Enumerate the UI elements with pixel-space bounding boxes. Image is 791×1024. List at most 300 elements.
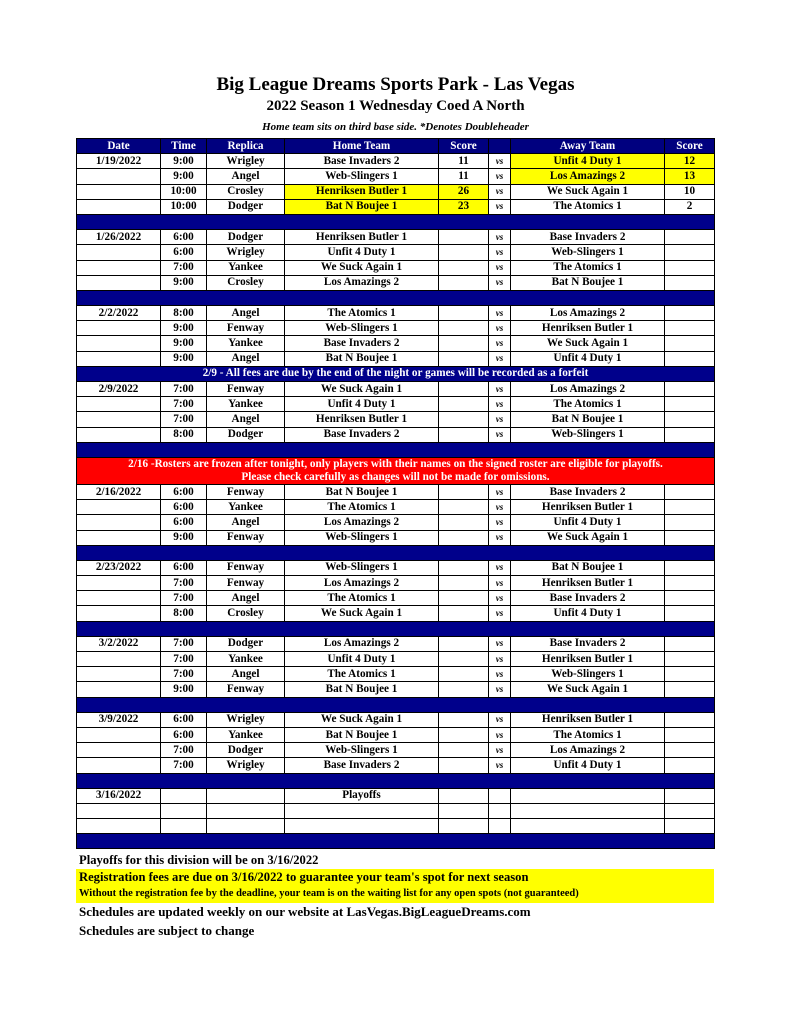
empty-cell [489, 803, 511, 818]
date-cell [77, 427, 161, 442]
home-score-cell [439, 712, 489, 727]
alert-row [77, 457, 715, 484]
date-cell [77, 336, 161, 351]
vs-cell: vs [489, 382, 511, 397]
date-cell [77, 321, 161, 336]
home-team-cell: Bat N Boujee 1 [285, 682, 439, 697]
date-cell [77, 667, 161, 682]
replica-cell: Fenway [207, 576, 285, 591]
replica-cell: Fenway [207, 321, 285, 336]
vs-cell: vs [489, 306, 511, 321]
vs-cell: vs [489, 351, 511, 366]
replica-cell: Wrigley [207, 245, 285, 260]
date-cell: 3/16/2022 [77, 788, 161, 803]
away-score-cell [665, 788, 715, 803]
replica-cell: Crosley [207, 606, 285, 621]
time-cell: 6:00 [161, 712, 207, 727]
replica-cell [207, 788, 285, 803]
time-cell: 7:00 [161, 397, 207, 412]
column-header: Replica [207, 139, 285, 154]
time-cell: 6:00 [161, 500, 207, 515]
column-header: Time [161, 139, 207, 154]
away-score-cell: 10 [665, 184, 715, 199]
change-note: Schedules are subject to change [79, 923, 255, 938]
away-team-cell: Unfit 4 Duty 1 [511, 351, 665, 366]
separator-row [77, 621, 715, 636]
away-score-cell [665, 500, 715, 515]
separator-cell [77, 773, 715, 788]
home-score-cell: 26 [439, 184, 489, 199]
vs-cell: vs [489, 260, 511, 275]
date-cell: 3/2/2022 [77, 636, 161, 651]
vs-cell: vs [489, 712, 511, 727]
date-cell [77, 652, 161, 667]
empty-cell [511, 803, 665, 818]
vs-cell: vs [489, 184, 511, 199]
away-team-cell: Web-Slingers 1 [511, 427, 665, 442]
table-row [77, 336, 715, 351]
table-row [77, 560, 715, 575]
time-cell: 7:00 [161, 652, 207, 667]
empty-cell [511, 819, 665, 834]
date-cell [77, 245, 161, 260]
empty-cell [665, 819, 715, 834]
vs-cell: vs [489, 154, 511, 169]
away-team-cell: We Suck Again 1 [511, 530, 665, 545]
replica-cell: Fenway [207, 484, 285, 499]
replica-cell: Wrigley [207, 154, 285, 169]
replica-cell: Angel [207, 412, 285, 427]
time-cell: 7:00 [161, 412, 207, 427]
replica-cell: Dodger [207, 199, 285, 214]
away-team-cell [511, 788, 665, 803]
vs-cell: vs [489, 530, 511, 545]
home-score-cell [439, 727, 489, 742]
time-cell: 9:00 [161, 275, 207, 290]
away-score-cell [665, 560, 715, 575]
away-team-cell: Base Invaders 2 [511, 636, 665, 651]
vs-cell: vs [489, 169, 511, 184]
time-cell: 6:00 [161, 484, 207, 499]
home-score-cell [439, 576, 489, 591]
date-cell: 2/2/2022 [77, 306, 161, 321]
vs-cell: vs [489, 412, 511, 427]
home-team-cell: Unfit 4 Duty 1 [285, 245, 439, 260]
empty-cell [489, 819, 511, 834]
away-score-cell: 2 [665, 199, 715, 214]
home-team-cell: We Suck Again 1 [285, 382, 439, 397]
separator-cell [77, 834, 715, 849]
table-row [77, 427, 715, 442]
empty-cell [161, 803, 207, 818]
vs-cell: vs [489, 321, 511, 336]
replica-cell: Dodger [207, 743, 285, 758]
away-team-cell: We Suck Again 1 [511, 336, 665, 351]
home-team-cell: Web-Slingers 1 [285, 169, 439, 184]
table-header-row [77, 139, 715, 154]
home-team-cell: Bat N Boujee 1 [285, 199, 439, 214]
away-team-cell: The Atomics 1 [511, 397, 665, 412]
replica-cell: Crosley [207, 184, 285, 199]
home-team-cell: Los Amazings 2 [285, 275, 439, 290]
away-team-cell: Web-Slingers 1 [511, 245, 665, 260]
away-team-cell: Los Amazings 2 [511, 743, 665, 758]
away-score-cell [665, 397, 715, 412]
separator-row [77, 442, 715, 457]
away-team-cell: The Atomics 1 [511, 260, 665, 275]
home-score-cell [439, 560, 489, 575]
vs-cell: vs [489, 667, 511, 682]
table-row [77, 412, 715, 427]
time-cell: 10:00 [161, 199, 207, 214]
empty-cell [77, 803, 161, 818]
home-score-cell [439, 230, 489, 245]
home-team-cell: Web-Slingers 1 [285, 743, 439, 758]
away-score-cell [665, 382, 715, 397]
away-score-cell [665, 427, 715, 442]
separator-cell [77, 442, 715, 457]
home-score-cell [439, 682, 489, 697]
table-row [77, 667, 715, 682]
replica-cell: Dodger [207, 230, 285, 245]
replica-cell: Yankee [207, 260, 285, 275]
table-row [77, 530, 715, 545]
away-team-cell: Bat N Boujee 1 [511, 412, 665, 427]
vs-cell [489, 788, 511, 803]
vs-cell: vs [489, 230, 511, 245]
column-header: Away Team [511, 139, 665, 154]
home-team-cell: Web-Slingers 1 [285, 530, 439, 545]
empty-cell [439, 819, 489, 834]
separator-row [77, 545, 715, 560]
away-score-cell [665, 260, 715, 275]
vs-cell: vs [489, 427, 511, 442]
replica-cell: Fenway [207, 530, 285, 545]
home-team-cell: We Suck Again 1 [285, 260, 439, 275]
table-row [77, 727, 715, 742]
date-cell [77, 591, 161, 606]
table-row [77, 500, 715, 515]
time-cell: 9:00 [161, 682, 207, 697]
separator-cell [77, 545, 715, 560]
away-score-cell [665, 727, 715, 742]
table-row [77, 636, 715, 651]
vs-cell: vs [489, 606, 511, 621]
away-team-cell: Base Invaders 2 [511, 230, 665, 245]
separator-row [77, 834, 715, 849]
away-team-cell: Unfit 4 Duty 1 [511, 154, 665, 169]
home-team-cell: Playoffs [285, 788, 439, 803]
replica-cell: Fenway [207, 682, 285, 697]
date-cell [77, 682, 161, 697]
away-team-cell: The Atomics 1 [511, 727, 665, 742]
vs-cell: vs [489, 591, 511, 606]
date-cell: 2/16/2022 [77, 484, 161, 499]
away-score-cell [665, 306, 715, 321]
date-cell [77, 260, 161, 275]
vs-cell: vs [489, 636, 511, 651]
replica-cell: Angel [207, 169, 285, 184]
home-score-cell [439, 427, 489, 442]
away-team-cell: Bat N Boujee 1 [511, 560, 665, 575]
home-team-cell: The Atomics 1 [285, 500, 439, 515]
home-team-cell: Unfit 4 Duty 1 [285, 397, 439, 412]
time-cell: 8:00 [161, 606, 207, 621]
table-row [77, 306, 715, 321]
table-row [77, 591, 715, 606]
date-cell [77, 530, 161, 545]
away-score-cell [665, 591, 715, 606]
home-score-cell [439, 788, 489, 803]
table-row [77, 515, 715, 530]
home-score-cell [439, 530, 489, 545]
away-team-cell: Unfit 4 Duty 1 [511, 515, 665, 530]
table-row [77, 275, 715, 290]
time-cell: 7:00 [161, 382, 207, 397]
table-row [77, 397, 715, 412]
separator-cell [77, 621, 715, 636]
time-cell: 7:00 [161, 636, 207, 651]
separator-cell [77, 290, 715, 305]
column-header: Date [77, 139, 161, 154]
registration-note: Registration fees are due on 3/16/2022 to guarantee your team's spot for next season [79, 870, 529, 884]
time-cell: 9:00 [161, 321, 207, 336]
time-cell: 6:00 [161, 230, 207, 245]
playoff-row [77, 788, 715, 803]
time-cell [161, 788, 207, 803]
home-score-cell: 11 [439, 154, 489, 169]
home-team-cell: We Suck Again 1 [285, 712, 439, 727]
date-cell [77, 743, 161, 758]
home-team-cell: The Atomics 1 [285, 667, 439, 682]
away-team-cell: Unfit 4 Duty 1 [511, 758, 665, 773]
away-team-cell: Los Amazings 2 [511, 382, 665, 397]
home-team-cell: The Atomics 1 [285, 306, 439, 321]
away-score-cell [665, 515, 715, 530]
away-score-cell: 12 [665, 154, 715, 169]
notice-text: 2/9 - All fees are due by the end of the night or games will be recorded as a forfeit [77, 366, 715, 381]
column-header: Score [665, 139, 715, 154]
away-team-cell: Henriksen Butler 1 [511, 500, 665, 515]
time-cell: 9:00 [161, 169, 207, 184]
date-cell: 2/9/2022 [77, 382, 161, 397]
table-row [77, 245, 715, 260]
time-cell: 8:00 [161, 306, 207, 321]
home-team-cell: Web-Slingers 1 [285, 321, 439, 336]
home-team-cell: Los Amazings 2 [285, 515, 439, 530]
home-team-cell: Bat N Boujee 1 [285, 351, 439, 366]
empty-cell [439, 803, 489, 818]
home-score-cell [439, 652, 489, 667]
vs-cell: vs [489, 199, 511, 214]
away-team-cell: Los Amazings 2 [511, 306, 665, 321]
away-score-cell [665, 743, 715, 758]
schedule-table [76, 138, 715, 849]
date-cell [77, 351, 161, 366]
away-score-cell [665, 667, 715, 682]
vs-cell: vs [489, 515, 511, 530]
time-cell: 7:00 [161, 260, 207, 275]
table-row [77, 230, 715, 245]
home-team-cell: Web-Slingers 1 [285, 560, 439, 575]
time-cell: 6:00 [161, 245, 207, 260]
home-team-cell: We Suck Again 1 [285, 606, 439, 621]
date-cell [77, 727, 161, 742]
replica-cell: Fenway [207, 560, 285, 575]
replica-cell: Crosley [207, 275, 285, 290]
time-cell: 7:00 [161, 667, 207, 682]
replica-cell: Angel [207, 591, 285, 606]
date-cell [77, 758, 161, 773]
vs-cell: vs [489, 682, 511, 697]
home-score-cell [439, 351, 489, 366]
table-row [77, 712, 715, 727]
page-note: Home team sits on third base side. *Denotes Doubleheader [262, 121, 529, 133]
away-team-cell: We Suck Again 1 [511, 184, 665, 199]
page-subtitle: 2022 Season 1 Wednesday Coed A North [266, 98, 525, 114]
date-cell: 2/23/2022 [77, 560, 161, 575]
home-team-cell: Bat N Boujee 1 [285, 727, 439, 742]
vs-cell: vs [489, 743, 511, 758]
vs-cell: vs [489, 560, 511, 575]
table-row [77, 484, 715, 499]
home-score-cell [439, 758, 489, 773]
replica-cell: Yankee [207, 336, 285, 351]
away-score-cell [665, 351, 715, 366]
time-cell: 7:00 [161, 758, 207, 773]
home-team-cell: Base Invaders 2 [285, 758, 439, 773]
blank-row [77, 819, 715, 834]
away-score-cell [665, 275, 715, 290]
home-score-cell [439, 515, 489, 530]
vs-cell: vs [489, 397, 511, 412]
vs-cell: vs [489, 652, 511, 667]
away-score-cell [665, 758, 715, 773]
replica-cell: Yankee [207, 397, 285, 412]
away-team-cell: Base Invaders 2 [511, 591, 665, 606]
home-score-cell [439, 336, 489, 351]
vs-cell: vs [489, 484, 511, 499]
away-team-cell: Henriksen Butler 1 [511, 712, 665, 727]
away-score-cell [665, 412, 715, 427]
vs-cell: vs [489, 727, 511, 742]
date-cell [77, 576, 161, 591]
table-row [77, 758, 715, 773]
away-score-cell [665, 321, 715, 336]
column-header: Home Team [285, 139, 439, 154]
home-score-cell [439, 743, 489, 758]
away-team-cell: Los Amazings 2 [511, 169, 665, 184]
table-row [77, 184, 715, 199]
alert-cell [77, 457, 715, 484]
home-score-cell [439, 606, 489, 621]
home-team-cell: Unfit 4 Duty 1 [285, 652, 439, 667]
time-cell: 7:00 [161, 576, 207, 591]
home-score-cell [439, 412, 489, 427]
away-score-cell [665, 530, 715, 545]
away-team-cell: We Suck Again 1 [511, 682, 665, 697]
away-team-cell: Henriksen Butler 1 [511, 321, 665, 336]
empty-cell [665, 803, 715, 818]
date-cell [77, 412, 161, 427]
date-cell: 1/19/2022 [77, 154, 161, 169]
home-score-cell [439, 321, 489, 336]
empty-cell [207, 819, 285, 834]
time-cell: 7:00 [161, 743, 207, 758]
date-cell: 3/9/2022 [77, 712, 161, 727]
table-row [77, 169, 715, 184]
away-score-cell [665, 606, 715, 621]
table-row [77, 321, 715, 336]
away-team-cell: Base Invaders 2 [511, 484, 665, 499]
table-row [77, 576, 715, 591]
alert-text: 2/16 -Rosters are frozen after tonight, only players with their names on the signed roster are eligible for playoffs. [128, 457, 663, 470]
home-score-cell [439, 636, 489, 651]
table-row [77, 351, 715, 366]
away-score-cell [665, 682, 715, 697]
time-cell: 9:00 [161, 336, 207, 351]
time-cell: 9:00 [161, 530, 207, 545]
replica-cell: Angel [207, 306, 285, 321]
date-cell [77, 500, 161, 515]
home-score-cell [439, 484, 489, 499]
away-team-cell: Unfit 4 Duty 1 [511, 606, 665, 621]
home-score-cell [439, 591, 489, 606]
separator-row [77, 214, 715, 229]
empty-cell [207, 803, 285, 818]
empty-cell [161, 819, 207, 834]
replica-cell: Wrigley [207, 712, 285, 727]
home-team-cell: Base Invaders 2 [285, 336, 439, 351]
home-team-cell: Los Amazings 2 [285, 576, 439, 591]
away-score-cell: 13 [665, 169, 715, 184]
separator-row [77, 697, 715, 712]
home-score-cell [439, 397, 489, 412]
home-team-cell: Bat N Boujee 1 [285, 484, 439, 499]
website-note: Schedules are updated weekly on our website at LasVegas.BigLeagueDreams.com [79, 904, 531, 919]
replica-cell: Angel [207, 667, 285, 682]
home-score-cell [439, 382, 489, 397]
home-score-cell [439, 245, 489, 260]
vs-cell: vs [489, 758, 511, 773]
away-team-cell: Bat N Boujee 1 [511, 275, 665, 290]
away-score-cell [665, 230, 715, 245]
home-score-cell [439, 275, 489, 290]
away-score-cell [665, 245, 715, 260]
away-score-cell [665, 712, 715, 727]
replica-cell: Angel [207, 351, 285, 366]
replica-cell: Fenway [207, 382, 285, 397]
separator-cell [77, 214, 715, 229]
home-team-cell: Henriksen Butler 1 [285, 230, 439, 245]
waiting-list-note: Without the registration fee by the deadline, your team is on the waiting list for any open spots (not guaranteed) [79, 888, 579, 899]
vs-cell: vs [489, 500, 511, 515]
table-row [77, 382, 715, 397]
time-cell: 6:00 [161, 560, 207, 575]
away-score-cell [665, 652, 715, 667]
date-cell [77, 397, 161, 412]
time-cell: 8:00 [161, 427, 207, 442]
separator-row [77, 773, 715, 788]
vs-cell: vs [489, 275, 511, 290]
date-cell [77, 199, 161, 214]
away-score-cell [665, 336, 715, 351]
date-cell [77, 275, 161, 290]
alert-text-secondary: Please check carefully as changes will not be made for omissions. [241, 470, 550, 483]
away-score-cell [665, 484, 715, 499]
table-row [77, 199, 715, 214]
date-cell [77, 169, 161, 184]
